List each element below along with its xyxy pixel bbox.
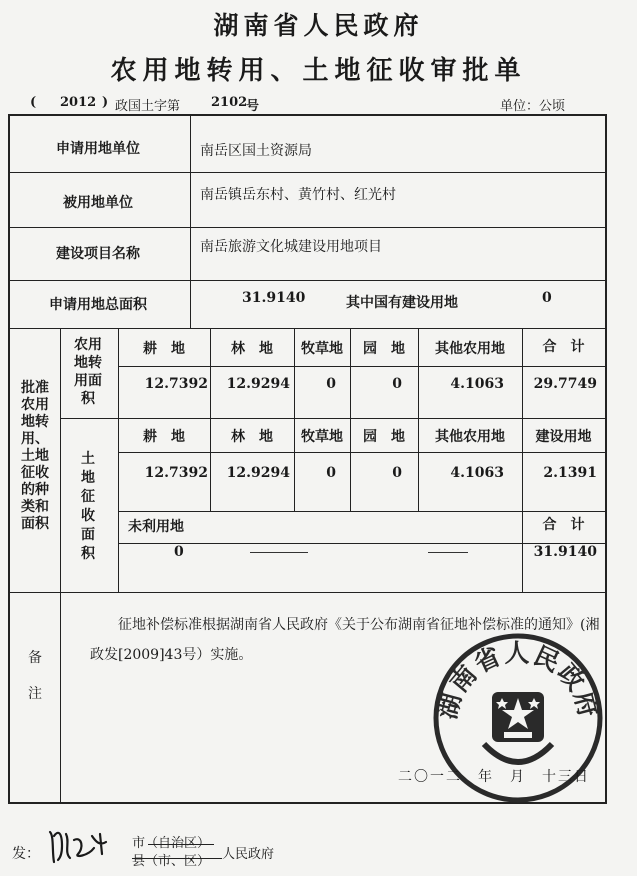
conversion-header-cultivated: 耕 地 [143,341,185,357]
doc-prefix: 政国土字第 [115,99,181,114]
conversion-header-garden: 园 地 [363,341,405,357]
label-line: 面积 [21,516,49,532]
send-label: 发： [12,846,40,862]
expropriation-header-other: 其他农用地 [435,429,505,445]
empty-cell-dash [250,552,308,553]
expropriation-value-garden: 0 [392,465,402,481]
remarks-text: 征地补偿标准根据湖南省人民政府《关于公布湖南省征地补偿标准的通知》(湘政发[2009]43号）实施。 [90,617,600,663]
expropriation-value-other: 4.1063 [450,465,504,481]
grid-line [10,592,605,593]
label-line: 用面 [74,373,102,389]
label-line: 地转 [21,414,49,430]
applicant-label: 申请用地单位 [56,141,140,157]
label-line: 注 [28,686,42,702]
expropriation-header-garden: 园 地 [363,429,405,445]
label-line: 类和 [21,499,49,515]
city-line: 市（自治区） [132,836,211,851]
grid-line [60,592,61,802]
grid-line [10,172,605,173]
expropriation-value-forest: 12.9294 [226,465,290,481]
label-line: 积 [81,391,95,407]
gov-suffix: 人民政府 [222,847,275,862]
approval-date: 二〇一二 年 月 十三日 [398,769,590,785]
expropriation-header-construction: 建设用地 [535,429,592,445]
doc-number-suffix: 号 [246,99,260,114]
label-line: 的种 [21,482,49,498]
doc-number-close-paren: ) [102,95,109,110]
doc-year: 2012 [60,95,97,110]
label-line: 备 [28,650,42,666]
conversion-value-cultivated: 12.7392 [144,376,208,392]
expropriation-header-cultivated: 耕 地 [143,429,185,445]
label-line: 批准 [21,380,49,396]
empty-cell-dash [428,552,468,553]
applicant-value: 南岳区国土资源局 [200,143,312,159]
grid-line [118,366,605,367]
expropriation-header-pasture: 牧草地 [301,429,343,445]
label-line: 积 [81,546,95,562]
doc-number-open-paren: ( [30,95,37,110]
county-line: 县（市、区） [132,854,211,869]
label-line: 农用 [21,397,49,413]
state-land-label: 其中国有建设用地 [346,295,458,311]
grand-total-value: 31.9140 [533,544,597,560]
label-line: 征 [81,489,95,505]
expropriation-value-construction: 2.1391 [543,465,597,481]
label-line: 征收 [21,465,49,481]
grand-total-label: 合 计 [542,517,585,533]
project-name-value: 南岳旅游文化城建设用地项目 [200,239,382,255]
label-line: 农用 [74,337,102,353]
document-title: 湖南省人民政府 [213,11,424,40]
label-line: 收 [81,508,95,524]
grid-line [10,227,605,228]
strikethrough-line [148,844,214,845]
grid-line [118,328,119,592]
unused-land-value: 0 [174,544,184,560]
conversion-header-pasture: 牧草地 [301,341,343,357]
landowner-value: 南岳镇岳东村、黄竹村、红光村 [200,187,396,203]
grid-line [10,328,605,329]
unit-label: 单位：公顷 [500,99,566,114]
approval-category-label [10,380,60,533]
label-line: 土地 [21,448,49,464]
expropriation-area-label [60,450,116,564]
conversion-value-forest: 12.9294 [226,376,290,392]
conversion-value-total: 29.7749 [533,376,597,392]
project-name-label: 建设项目名称 [56,246,140,262]
total-area-label: 申请用地总面积 [49,297,147,313]
state-land-value: 0 [542,290,552,306]
handwritten-signature [44,822,112,866]
expropriation-header-forest: 林 地 [231,429,273,445]
strikethrough-line [132,858,222,859]
seal-text: 湖南省人民政府 [432,638,604,722]
grid-line [190,116,191,328]
landowner-label: 被用地单位 [63,195,133,211]
label-line: 地 [81,470,95,486]
conversion-value-pasture: 0 [326,376,336,392]
doc-number: 2102 [211,95,248,110]
conversion-value-garden: 0 [392,376,402,392]
conversion-value-other: 4.1063 [450,376,504,392]
document-subtitle: 农用地转用、土地征收审批单 [110,56,527,86]
grid-line [118,452,605,453]
grid-line [10,280,605,281]
expropriation-value-cultivated: 12.7392 [144,465,208,481]
grid-line [60,418,605,419]
unused-land-label: 未利用地 [128,519,184,535]
conversion-header-forest: 林 地 [231,341,273,357]
label-line: 用、 [21,431,49,447]
total-area-value: 31.9140 [242,290,306,306]
conversion-header-other: 其他农用地 [435,341,505,357]
grid-line [118,511,605,512]
label-line: 地转 [74,355,102,371]
label-line: 面 [81,527,95,543]
conversion-header-total: 合 计 [542,339,585,355]
national-emblem-icon [484,692,552,762]
label-line: 土 [81,451,95,467]
expropriation-value-pasture: 0 [326,465,336,481]
remarks-label [10,640,60,712]
conversion-area-label [60,336,116,408]
